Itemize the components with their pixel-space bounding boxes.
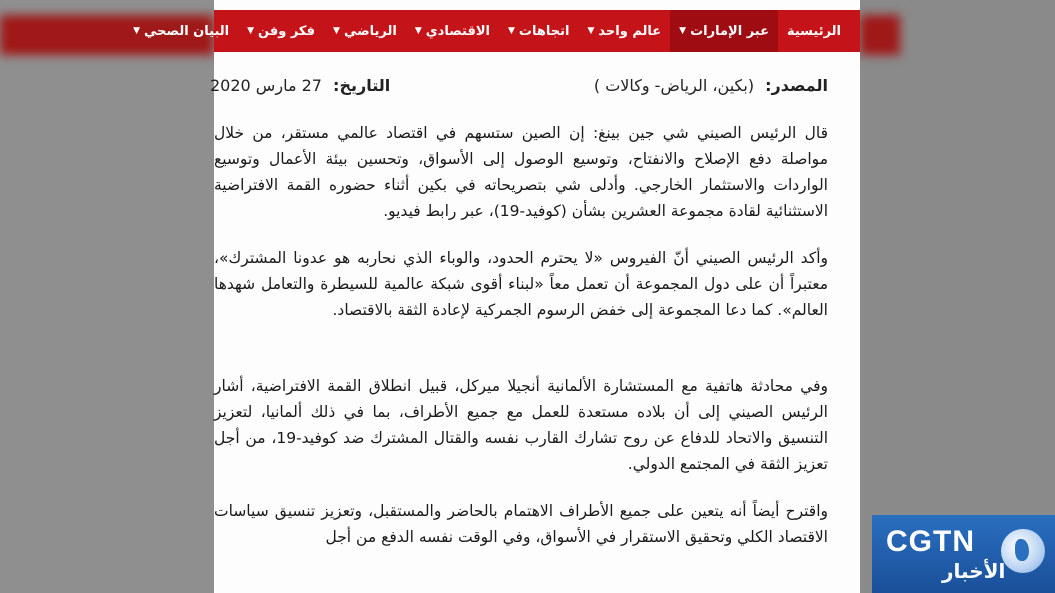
article-body (214, 120, 828, 571)
nav-item-label: عبر الإمارات (690, 23, 769, 39)
nav-item-label: فكر وفن (258, 23, 316, 39)
chevron-down-icon: ▼ (333, 26, 340, 36)
blurred-background-right (860, 0, 1055, 593)
nav-item[interactable] (324, 10, 406, 52)
date-value: 27 مارس 2020 (210, 75, 322, 95)
article-meta (210, 72, 860, 98)
chevron-down-icon: ▼ (247, 26, 255, 36)
article-paragraph: قال الرئيس الصيني شي جين بينغ: إن الصين ستسهم في اقتصاد عالمي مستقر، من خلال مواصلة دفع الإصلاح والانفتاح، وتوسيع الوصول إلى الأسواق، وتحسين بيئة الأعمال وتوسيع الواردات والاستثمار الخارجي. وأدلى شي بتصريحاته في بكين أثناء حضوره القمة الافتراضية الاستثنائية لقادة مجموعة العشرين بشأن (كوفيد-19)، عبر رابط فيديو. (214, 124, 828, 220)
chevron-down-icon: ▼ (587, 26, 595, 36)
blurred-background-left (0, 0, 214, 593)
nav-item[interactable] (578, 10, 670, 52)
chevron-down-icon: ▼ (679, 26, 687, 36)
article-paragraph: وفي محادثة هاتفية مع المستشارة الألمانية أنجيلا ميركل، قبيل انطلاق القمة الافتراضية، أشار الرئيس الصيني إلى أن بلاده مستعدة للعمل مع جميع الأطراف، بما في ذلك ألمانيا، لتعزيز التنسيق والاتحاد للدفاع عن روح تشارك القارب نفسه والقتال المشترك ضد كوفيد-19، من أجل تعزيز الثقة في المجتمع الدولي. (214, 377, 829, 473)
article-page (133, 0, 860, 593)
main-nav (133, 10, 860, 52)
nav-item[interactable] (670, 10, 778, 52)
cgtn-logo (872, 515, 1055, 593)
blurred-nav-bar (860, 15, 900, 55)
nav-item[interactable] (778, 10, 850, 52)
nav-item-label: البيان الصحي (143, 23, 230, 39)
chevron-down-icon: ▼ (414, 26, 422, 36)
nav-item-label: عالم واحد (598, 23, 662, 39)
source-label: المصدر: (765, 75, 828, 95)
article-paragraph: واقترح أيضاً أنه يتعين على جميع الأطراف الاهتمام بالحاضر والمستقبل، وتعزيز تنسيق سياسات الاقتصاد الكلي وتحقيق الاستقرار في الأسواق، وفي الوقت نفسه الدفع من أجل (214, 502, 828, 546)
article-paragraph: وأكد الرئيس الصيني أنّ الفيروس «لا يحترم الحدود، والوباء الذي نحاربه هو عدونا المشترك»، معتبراً أن على دول المجموعة أن تعمل معاً «لبناء أقوى شبكة عالمية للسيطرة والتعامل شهدها العالم». كما دعا المجموعة إلى خفض الرسوم الجمركية لإعادة الثقة بالاقتصاد. (214, 249, 828, 319)
nav-item[interactable] (499, 10, 578, 52)
date-block (210, 76, 390, 95)
nav-item-label: اتجاهات (518, 23, 570, 39)
chevron-down-icon: ▼ (133, 26, 140, 36)
nav-item[interactable] (238, 10, 324, 52)
logo-sub: الأخبار (942, 559, 1006, 583)
logo-brand: CGTN (886, 525, 975, 558)
source-block (594, 76, 828, 95)
nav-item-label: الرياضي (343, 23, 397, 39)
chevron-down-icon: ▼ (508, 26, 515, 36)
nav-item-label: الرئيسية (786, 23, 841, 39)
nav-item[interactable] (406, 10, 499, 52)
nav-item[interactable] (124, 10, 238, 52)
date-label: التاريخ: (333, 75, 391, 95)
nav-item-label: الاقتصادي (425, 23, 490, 39)
globe-icon (1001, 529, 1045, 573)
source-value: (بكين، الرياض- وكالات ) (593, 75, 755, 95)
